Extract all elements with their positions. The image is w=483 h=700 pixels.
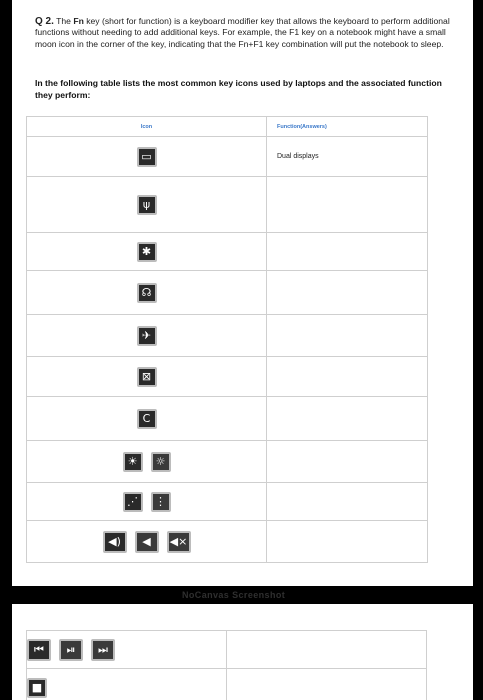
table-row bbox=[27, 177, 428, 233]
question-number: Q 2. bbox=[35, 16, 54, 27]
table-row bbox=[27, 357, 428, 397]
icon-cell bbox=[27, 357, 267, 397]
key-icon-table-continued bbox=[26, 630, 427, 700]
key-icon-group bbox=[137, 147, 157, 167]
table-row bbox=[27, 271, 428, 315]
table-intro: In the following table lists the most common key icons used by laptops and the associated function they perform: bbox=[35, 78, 442, 100]
icon-cell bbox=[27, 483, 267, 521]
function-answer-cell[interactable] bbox=[227, 669, 427, 700]
function-answer-cell[interactable] bbox=[227, 631, 427, 669]
key-icon-group bbox=[137, 283, 157, 303]
play-pause-icon-glyph: ⏯ bbox=[66, 643, 76, 656]
stop-icon-glyph: ■ bbox=[31, 681, 43, 694]
function-answer-cell[interactable] bbox=[267, 397, 428, 441]
stop-icon bbox=[27, 678, 47, 698]
brightness-up-icon-glyph: ☀ bbox=[127, 455, 138, 468]
watermark: NoCanvas Screenshot bbox=[182, 590, 286, 600]
function-answer-cell[interactable] bbox=[267, 315, 428, 357]
wireless-antenna-icon-glyph: ψ bbox=[142, 198, 151, 211]
touchpad-disabled-icon-glyph: ⊠ bbox=[141, 370, 152, 383]
header-function: Function(Answers) bbox=[267, 117, 428, 137]
document-page-2 bbox=[12, 604, 473, 700]
table-row bbox=[27, 669, 427, 700]
keyboard-backlight-up-icon-glyph: ⋰ bbox=[127, 495, 138, 508]
table-row bbox=[27, 631, 427, 669]
key-icon-group bbox=[137, 195, 157, 215]
volume-up-icon-glyph: ◀) bbox=[108, 535, 121, 548]
question-text-part: key (short for function) is a keyboard modifier key that allows the keyboard to perform additional functions without needing to add additional keys. For example, the F1 key on a notebook might have a small moon icon in the corner of the key, indicating that the Fn+F1 key combination will put the notebook to sleep. bbox=[35, 16, 450, 49]
icon-cell bbox=[27, 397, 267, 441]
airplane-icon-glyph: ✈ bbox=[141, 329, 152, 342]
key-icon-table bbox=[26, 116, 428, 563]
next-track-icon bbox=[91, 639, 115, 661]
function-answer-cell[interactable] bbox=[267, 441, 428, 483]
icon-cell bbox=[27, 315, 267, 357]
play-pause-icon bbox=[59, 639, 83, 661]
previous-track-icon-glyph: ⏮ bbox=[34, 643, 44, 656]
icon-cell bbox=[27, 271, 267, 315]
brightness-down-icon-glyph: ☼ bbox=[155, 455, 166, 468]
key-icon-group bbox=[103, 531, 191, 553]
table-row bbox=[27, 137, 428, 177]
function-answer-cell[interactable] bbox=[267, 271, 428, 315]
airplane-icon bbox=[137, 326, 157, 346]
function-answer-cell[interactable] bbox=[267, 233, 428, 271]
icon-cell bbox=[27, 521, 267, 563]
brightness-up-icon bbox=[123, 452, 143, 472]
display-switch-icon-glyph: ▭ bbox=[141, 150, 152, 163]
question-text-part: The bbox=[53, 16, 74, 26]
question-paragraph bbox=[35, 16, 455, 50]
table-row bbox=[27, 483, 428, 521]
key-icon-group bbox=[137, 367, 157, 387]
display-switch-icon bbox=[137, 147, 157, 167]
table-row bbox=[27, 521, 428, 563]
mute-icon bbox=[167, 531, 191, 553]
icon-cell bbox=[27, 137, 267, 177]
bluetooth-icon-glyph: ✱ bbox=[141, 245, 152, 258]
fn-key-bold: Fn bbox=[73, 16, 84, 26]
keyboard-backlight-down-icon bbox=[151, 492, 171, 512]
next-track-icon-glyph: ⏭ bbox=[98, 643, 108, 656]
wireless-antenna-icon bbox=[137, 195, 157, 215]
volume-down-icon-glyph: ◀ bbox=[142, 535, 151, 548]
function-answer-cell[interactable] bbox=[267, 177, 428, 233]
table-row bbox=[27, 397, 428, 441]
satellite-dish-icon bbox=[137, 283, 157, 303]
bluetooth-icon bbox=[137, 242, 157, 262]
header-icon: Icon bbox=[27, 117, 267, 137]
refresh-icon-glyph: C bbox=[142, 412, 151, 425]
keyboard-backlight-down-icon-glyph: ⋮ bbox=[155, 495, 166, 508]
refresh-icon bbox=[137, 409, 157, 429]
previous-track-icon bbox=[27, 639, 51, 661]
icon-cell bbox=[27, 669, 227, 700]
key-icon-group bbox=[137, 242, 157, 262]
function-answer-cell[interactable] bbox=[267, 483, 428, 521]
touchpad-disabled-icon bbox=[137, 367, 157, 387]
key-icon-group bbox=[27, 639, 115, 661]
icon-cell bbox=[27, 233, 267, 271]
function-answer-cell[interactable] bbox=[267, 521, 428, 563]
satellite-dish-icon-glyph: ☊ bbox=[141, 286, 152, 299]
function-answer-cell[interactable] bbox=[267, 357, 428, 397]
volume-down-icon bbox=[135, 531, 159, 553]
function-answer-cell[interactable]: Dual displays bbox=[267, 137, 428, 177]
key-icon-group bbox=[137, 409, 157, 429]
icon-cell bbox=[27, 441, 267, 483]
table-row bbox=[27, 441, 428, 483]
table-row bbox=[27, 233, 428, 271]
icon-cell bbox=[27, 177, 267, 233]
table-header-row bbox=[27, 117, 428, 137]
key-icon-group bbox=[123, 492, 171, 512]
key-icon-group bbox=[27, 678, 47, 698]
key-icon-group bbox=[123, 452, 171, 472]
table-row bbox=[27, 315, 428, 357]
volume-up-icon bbox=[103, 531, 127, 553]
document-page-1 bbox=[12, 0, 473, 600]
icon-cell bbox=[27, 631, 227, 669]
keyboard-backlight-up-icon bbox=[123, 492, 143, 512]
key-icon-group bbox=[137, 326, 157, 346]
mute-icon-glyph: ◀× bbox=[169, 535, 188, 548]
brightness-down-icon bbox=[151, 452, 171, 472]
